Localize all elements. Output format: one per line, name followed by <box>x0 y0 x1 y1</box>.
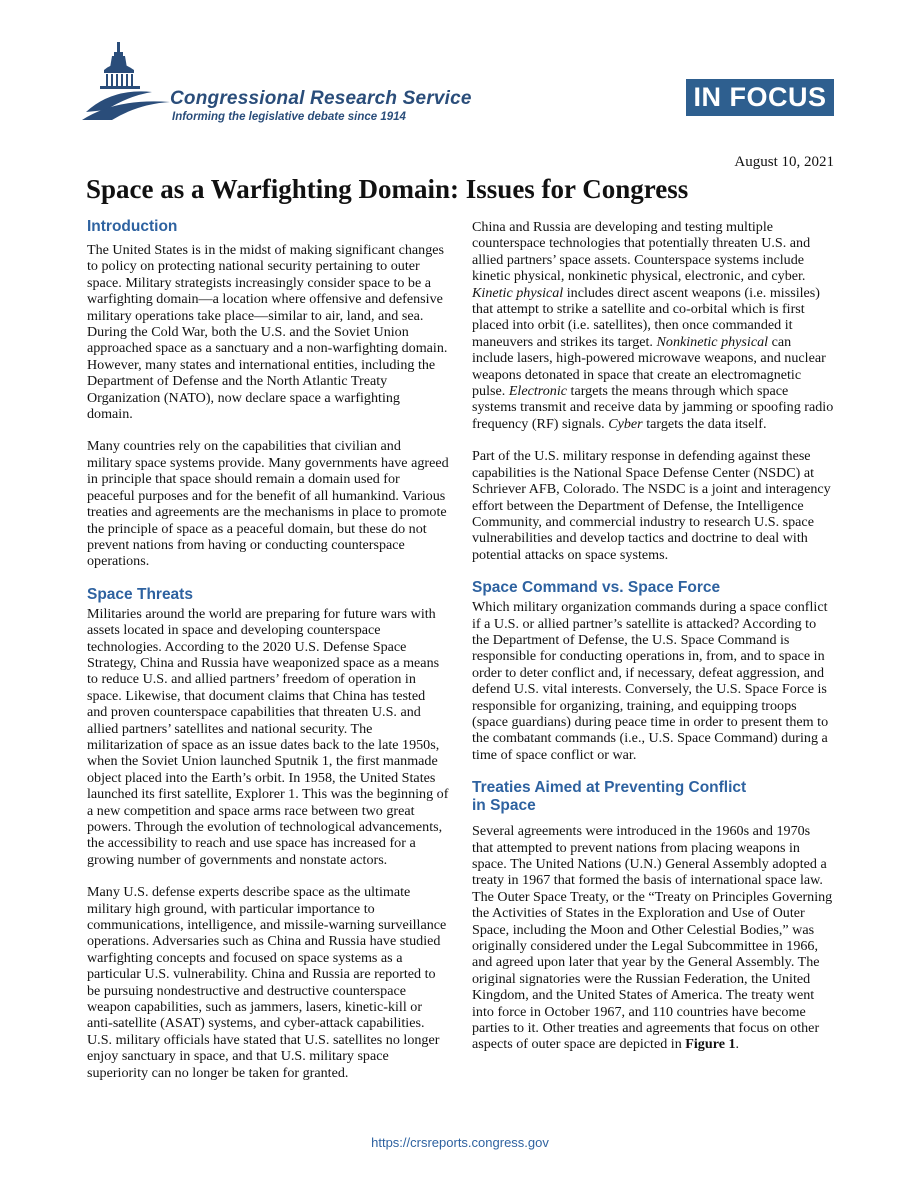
paragraph: Militaries around the world are preparing for future wars with assets located in space and developing counterspace technologies. According to the 2020 U.S. Defense Space Strategy, China and Russia have weaponized space as a means to reduce U.S. and allied partners’ freedom of operation in space. Likewise, that document claims that China has tested and proven counterspace capabilities that threaten U.S. and allied partners’ satellites and national security. The militarization of space as an issue dates back to the late 1950s, when the Soviet Union launched Sputnik 1, the first manmade object placed into the Earth’s orbit. In 1958, the United States launched its first satellite, Explorer 1. This was the beginning of a new competition and space arms race between two great powers. Through the evolution of technological advancements, the accessibility to reach and use space has increased for a growing number of governments and nonstate actors. <box>87 605 449 868</box>
capitol-dome-logo <box>82 40 172 122</box>
right-column <box>472 219 834 1069</box>
paragraph: Many countries rely on the capabilities that civilian and military space systems provide. Many governments have agreed in principle that space should remain a domain used for peaceful purposes and for the benefit of all humankind. Various treaties and agreements are the mechanisms in place to promote the principle of space as a peaceful domain, but these do not prevent nations from having or conducting counterspace operations. <box>87 438 449 570</box>
in-focus-badge: IN FOCUS <box>686 79 834 116</box>
org-name: Congressional Research Service <box>170 88 472 109</box>
page-title: Space as a Warfighting Domain: Issues for Congress <box>86 174 689 204</box>
heading-introduction: Introduction <box>87 218 178 235</box>
term-electronic: Electronic <box>508 383 567 400</box>
footer-url[interactable]: https://crsreports.congress.gov <box>371 1135 549 1150</box>
paragraph: Part of the U.S. military response in defending against these capabilities is the National Space Defense Center (NSDC) at Schriever AFB, Colorado. The NSDC is a joint and interagency effort between the Department of Defense, the Intelligence Community, and commercial industry to research U.S. space vulnerabilities and develop tactics and doctrine to deal with potential attacks on space systems. <box>472 448 831 563</box>
org-tagline: Informing the legislative debate since 1914 <box>172 111 406 123</box>
paragraph-treaties: Several agreements were introduced in the 1960s and 1970s that attempted to prevent nations from placing weapons in space. The United Nations (U.N.) General Assembly adopted a treaty in 1967 that formed the basis of international space law. The Outer Space Treaty, or the “Treaty on Principles Governing the Activities of States in the Exploration and Use of Outer Space, including the Moon and Other Celestial Bodies,” was originally considered under the Legal Subcommittee in 1966, and agreed upon later that year by the General Assembly. The original signatories were the Russian Federation, the United Kingdom, and the United States of America. The treaty went into force in October 1967, and 110 countries have become parties to it. Other treaties and agreements that focus on other aspects of outer space are depicted in Figure 1. <box>472 823 833 1053</box>
paragraph: Many U.S. defense experts describe space as the ultimate military high ground, with particular importance to communications, intelligence, and missile-warning surveillance operations. Adversaries such as China and Russia have studied warfighting concepts and focused on space systems as a particular U.S. vulnerability. China and Russia are reported to be pursuing nondestructive and destructive counterspace weapon capabilities, such as jammers, lasers, kinetic-kill or anti-satellite (ASAT) systems, and cyber-attack capabilities. U.S. military officials have stated that U.S. satellites no longer enjoy sanctuary in space, and that U.S. military space superiority can no longer be taken for granted. <box>87 884 447 1081</box>
heading-space-threats: Space Threats <box>87 585 193 603</box>
term-cyber: Cyber <box>608 415 643 432</box>
heading-treaties: Treaties Aimed at Preventing Conflict in Space <box>472 779 747 815</box>
left-column <box>87 218 449 1097</box>
heading-space-command-vs-force: Space Command vs. Space Force <box>472 579 721 597</box>
paragraph-counterspace: China and Russia are developing and testing multiple counterspace technologies that potentially threaten U.S. and allied partners’ space assets. Counterspace systems include kinetic physical, nonkinetic physical, electronic, and cyber. Kinetic physical includes direct ascent weapons (i.e. missiles) that attempt to strike a satellite and co-orbital which is first placed into orbit (i.e. satellites), then once commanded it maneuvers and strikes its target. Nonkinetic physical can include lasers, high-powered microwave weapons, and nuclear weapons detonated in space that create an electromagnetic pulse. Electronic targets the means through which space systems transmit and receive data by jamming or spoofing radio frequency (RF) signals. Cyber targets the data itself. <box>472 219 834 432</box>
paragraph: The United States is in the midst of making significant changes to policy on protecting national security pertaining to outer space. Military strategists increasingly consider space to be a warfighting domain—a location where offensive and defensive military operations take place—similar to air, land, and sea. During the Cold War, both the U.S. and the Soviet Union approached space as a sanctuary and a non-warfighting domain. However, many states and international entities, including the Department of Defense and the North Atlantic Treaty Organization (NATO), now declare space a warfighting domain. <box>87 242 448 423</box>
term-kinetic-physical: Kinetic physical <box>472 284 564 301</box>
paragraph: Which military organization commands during a space conflict if a U.S. or allied partner’s satellite is attacked? According to the Department of Defense, the U.S. Space Command is responsible for conducting operations in, from, and to space in order to deter conflict and, if necessary, defeat aggression, and defend U.S. vital interests. Conversely, the U.S. Space Force is responsible for organizing, training, and equipping troops (space guardians) during peace time in order to present them to the combatant commands (i.e., U.S. Space Command) during a time of space conflict or war. <box>472 599 829 763</box>
page-header <box>0 0 920 140</box>
publication-date: August 10, 2021 <box>734 154 834 170</box>
term-nonkinetic-physical: Nonkinetic physical <box>656 333 769 350</box>
figure-reference: Figure 1 <box>685 1036 736 1053</box>
